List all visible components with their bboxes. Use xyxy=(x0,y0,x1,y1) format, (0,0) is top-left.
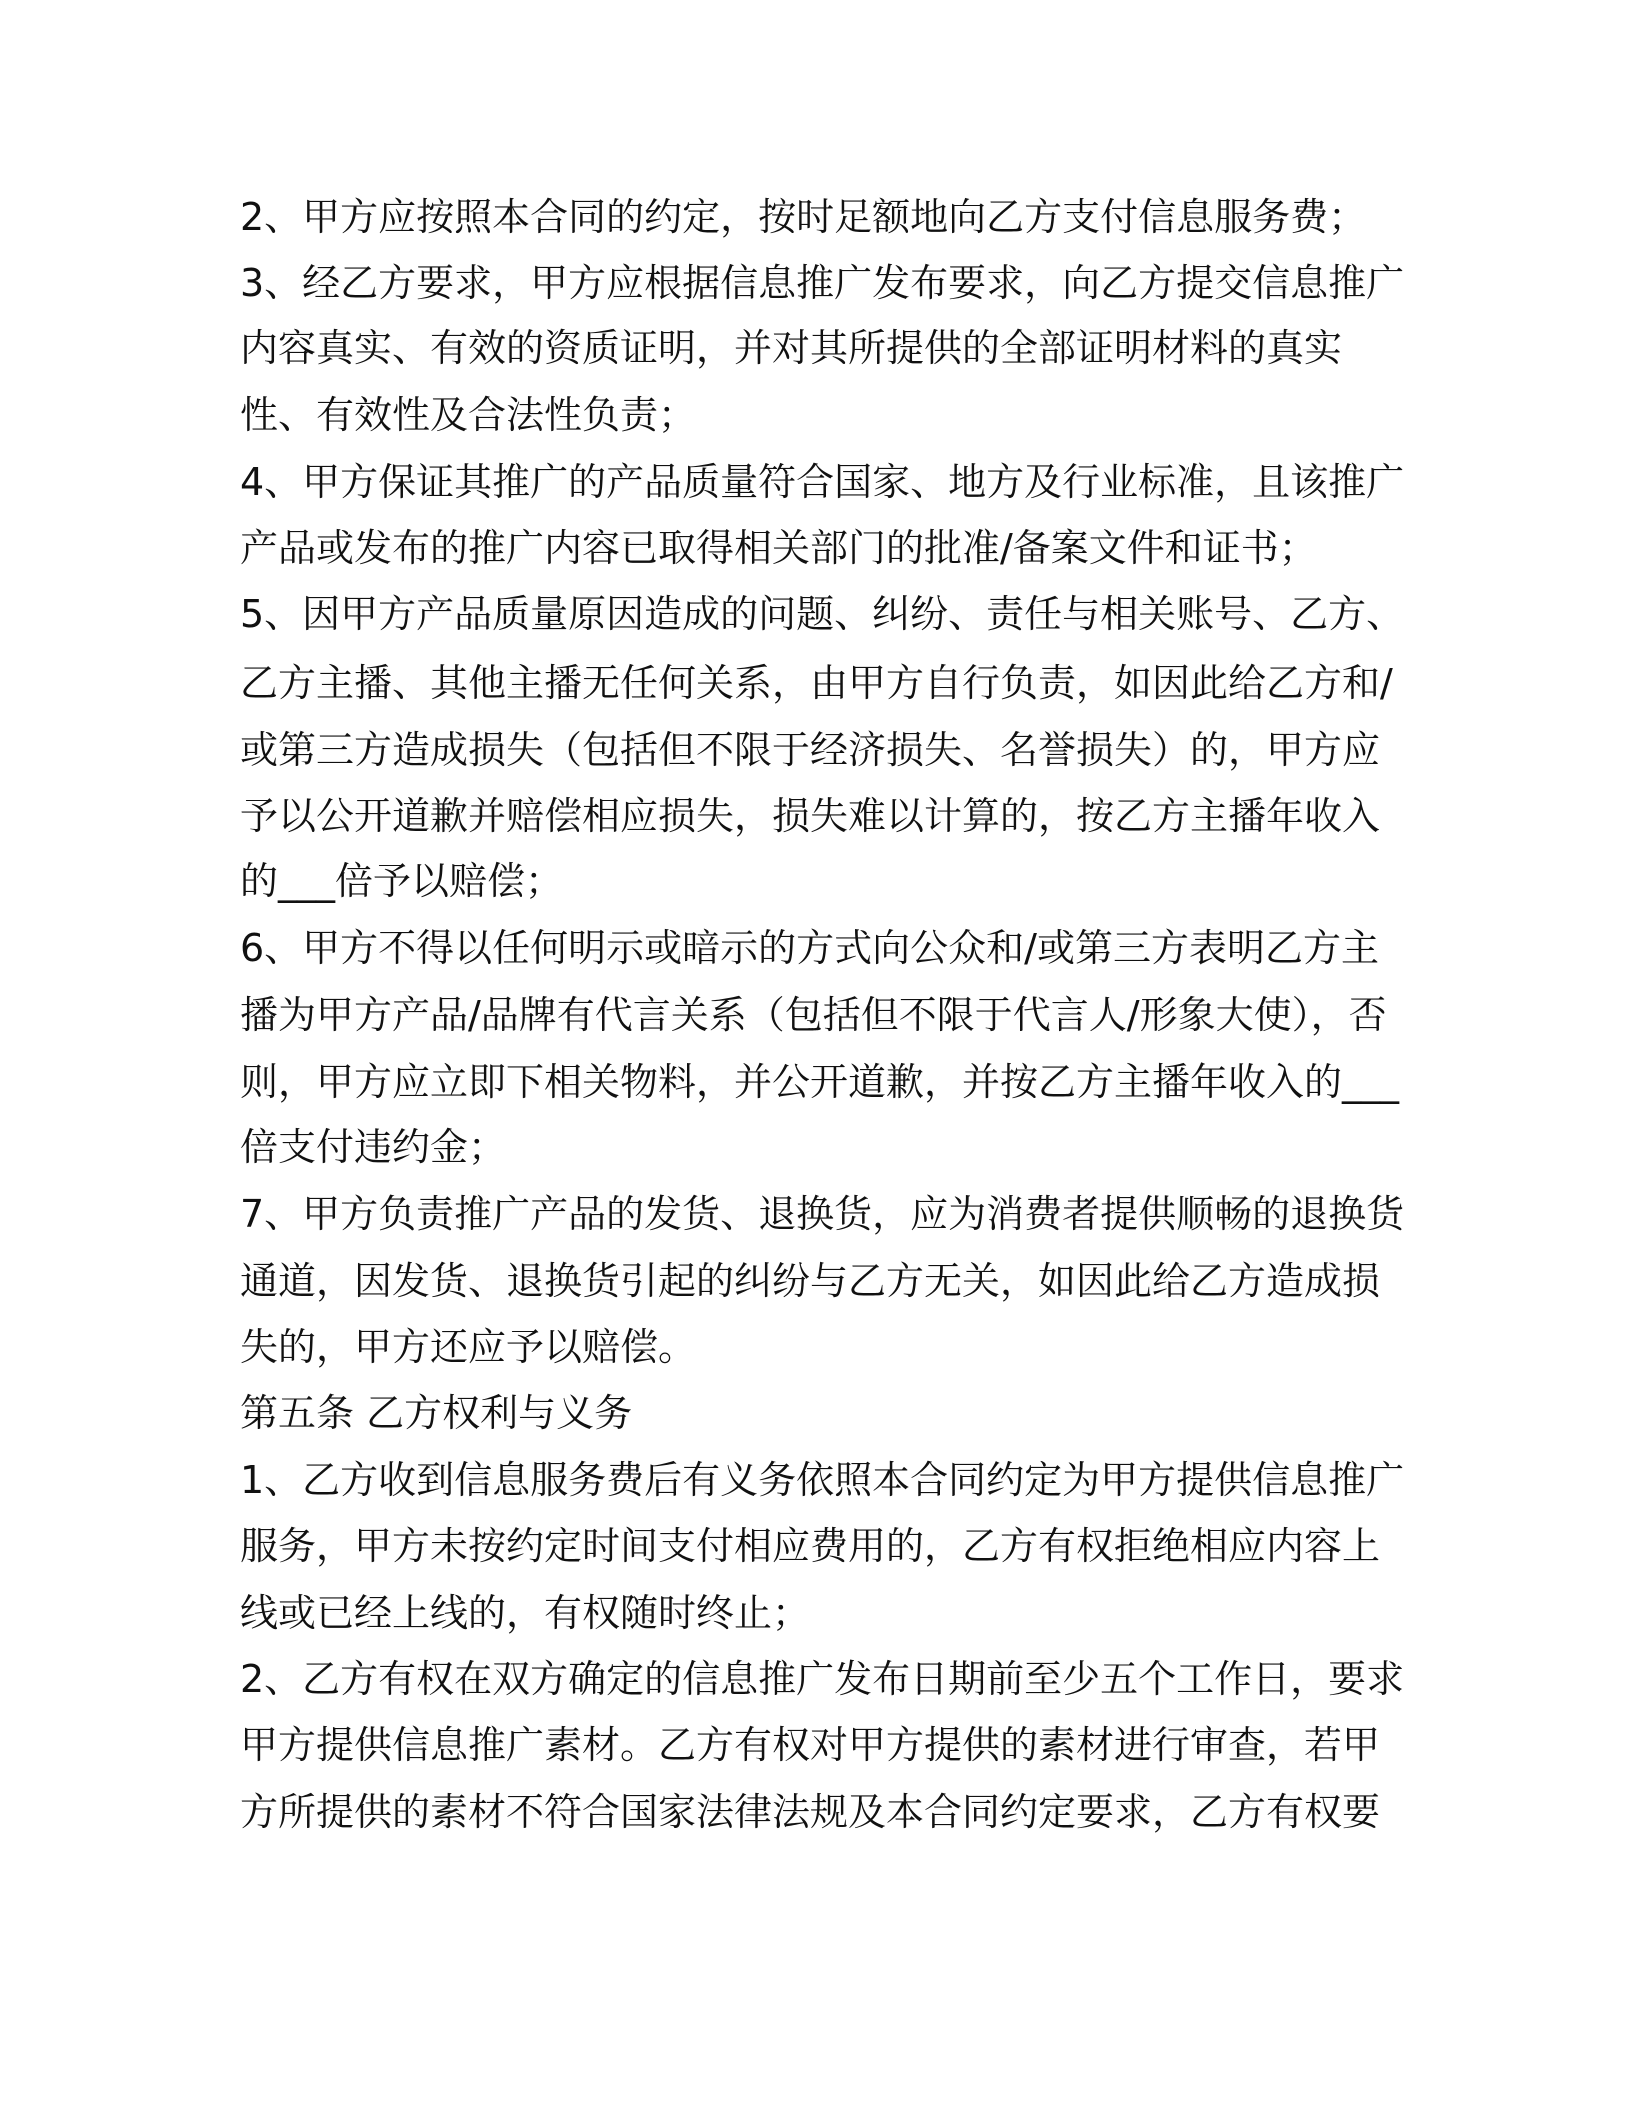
text-line-17: 通道，因发货、退换货引起的纠纷与乙方无关，如因此给乙方造成损 xyxy=(240,1259,1381,1303)
text-line-2: 3、经乙方要求，甲方应根据信息推广发布要求，向乙方提交信息推广 xyxy=(240,261,1405,305)
text-line-23: 2、乙方有权在双方确定的信息推广发布日期前至少五个工作日，要求 xyxy=(240,1657,1405,1701)
text-line-4: 性、有效性及合法性负责； xyxy=(240,393,697,437)
section-heading: 第五条 乙方权利与义务 xyxy=(240,1391,633,1435)
text-line-7: 5、因甲方产品质量原因造成的问题、纠纷、责任与相关账号、乙方、 xyxy=(240,592,1405,636)
text-line-9: 或第三方造成损失（包括但不限于经济损失、名誉损失）的，甲方应 xyxy=(240,728,1381,772)
text-line-13: 播为甲方产品/品牌有代言关系（包括但不限于代言人/形象大使），否 xyxy=(240,993,1387,1037)
text-line-11: 的___倍予以赔偿； xyxy=(240,859,564,903)
text-line-16: 7、甲方负责推广产品的发货、退换货，应为消费者提供顺畅的退换货 xyxy=(240,1192,1405,1236)
text-line-3: 内容真实、有效的资质证明，并对其所提供的全部证明材料的真实 xyxy=(240,326,1343,370)
text-line-8: 乙方主播、其他主播无任何关系，由甲方自行负责，如因此给乙方和/ xyxy=(240,661,1393,705)
text-line-10: 予以公开道歉并赔偿相应损失，损失难以计算的，按乙方主播年收入 xyxy=(240,794,1381,838)
text-line-22: 线或已经上线的，有权随时终止； xyxy=(240,1591,811,1635)
text-line-21: 服务，甲方未按约定时间支付相应费用的，乙方有权拒绝相应内容上 xyxy=(240,1524,1381,1568)
text-line-20: 1、乙方收到信息服务费后有义务依照本合同约定为甲方提供信息推广 xyxy=(240,1458,1405,1502)
text-line-6: 产品或发布的推广内容已取得相关部门的批准/备案文件和证书； xyxy=(240,526,1317,570)
text-line-12: 6、甲方不得以任何明示或暗示的方式向公众和/或第三方表明乙方主 xyxy=(240,926,1379,970)
text-line-15: 倍支付违约金； xyxy=(240,1125,507,1169)
text-line-5: 4、甲方保证其推广的产品质量符合国家、地方及行业标准，且该推广 xyxy=(240,460,1405,504)
text-line-14: 则，甲方应立即下相关物料，并公开道歉，并按乙方主播年收入的___ xyxy=(240,1060,1400,1104)
text-line-25: 方所提供的素材不符合国家法律法规及本合同约定要求，乙方有权要 xyxy=(240,1790,1381,1834)
text-line-24: 甲方提供信息推广素材。乙方有权对甲方提供的素材进行审查，若甲 xyxy=(240,1723,1381,1767)
text-line-1: 2、甲方应按照本合同的约定，按时足额地向乙方支付信息服务费； xyxy=(240,195,1367,239)
text-line-18: 失的，甲方还应予以赔偿。 xyxy=(240,1325,697,1369)
